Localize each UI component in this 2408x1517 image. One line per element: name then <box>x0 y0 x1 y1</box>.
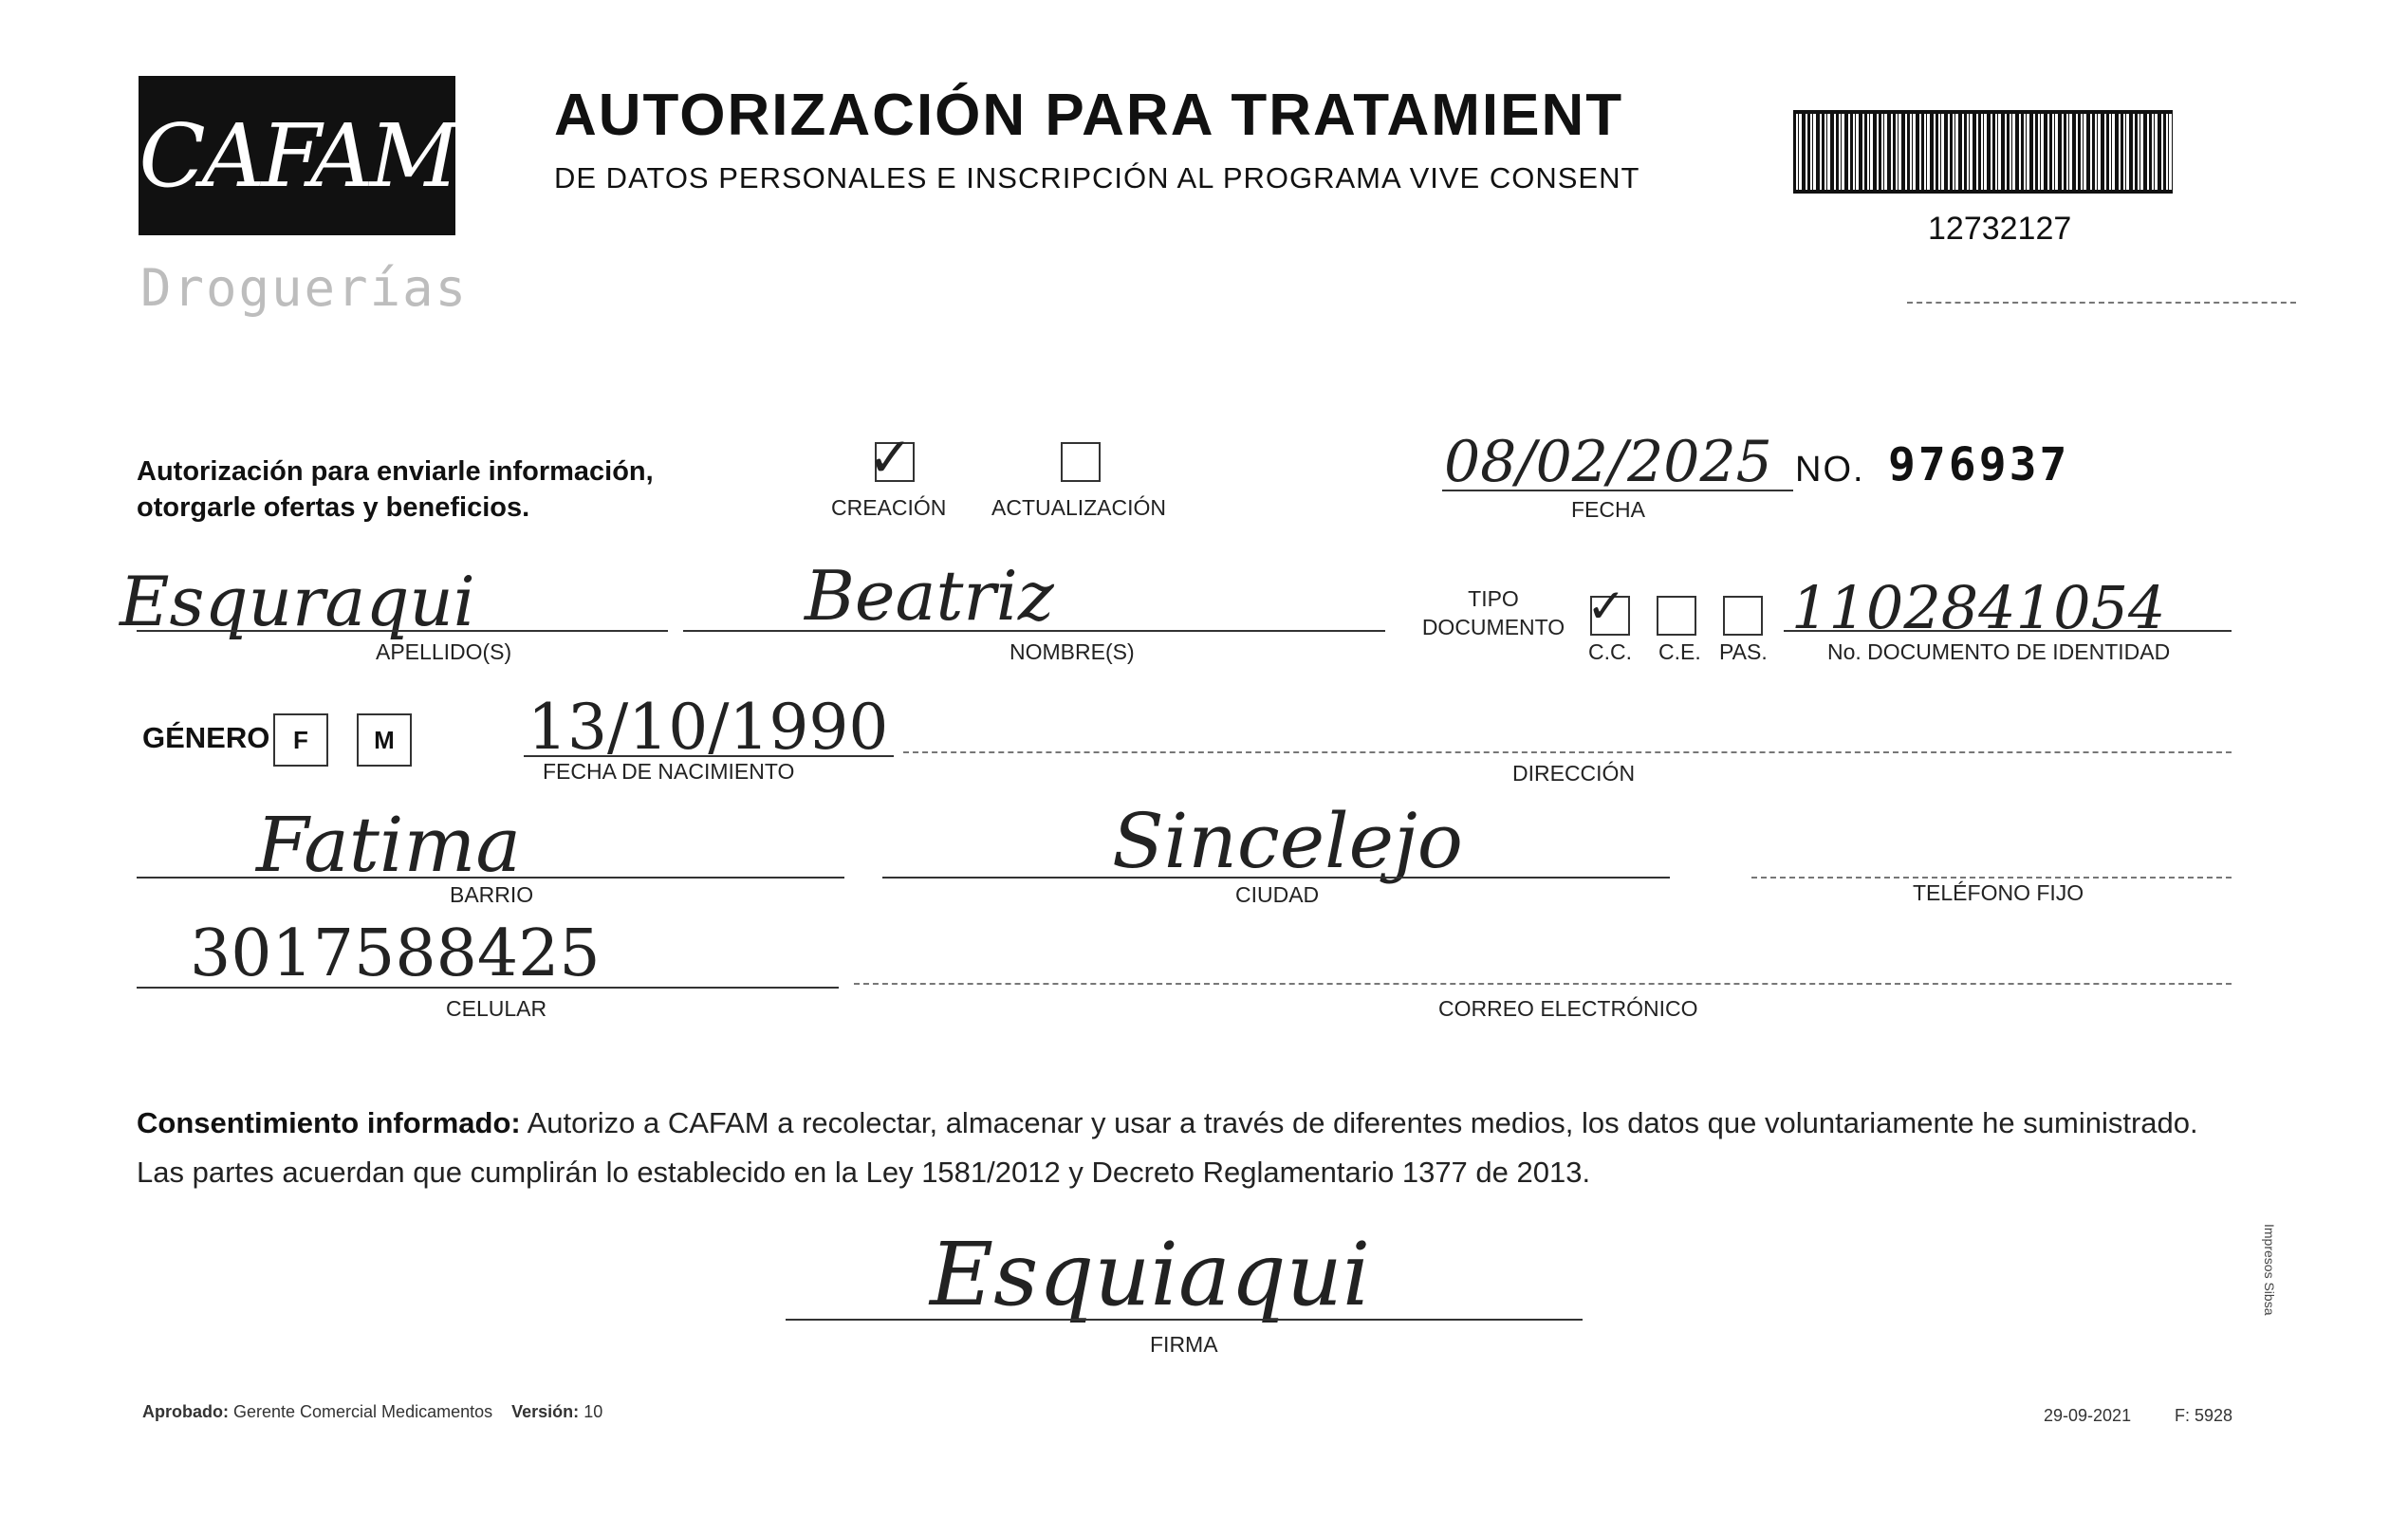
header-dashed-line <box>1907 302 2296 304</box>
creation-label: CREACIÓN <box>831 495 947 520</box>
surname-value: Esquraqui <box>120 562 475 641</box>
cc-check-mark: ✓ <box>1586 579 1626 634</box>
number-label: NO. <box>1795 450 1865 490</box>
phone-label: TELÉFONO FIJO <box>1913 880 2084 905</box>
form-title: AUTORIZACIÓN PARA TRATAMIENT <box>554 83 1624 148</box>
barrio-line <box>137 877 844 879</box>
footer-date: 29-09-2021 <box>2044 1406 2132 1425</box>
number-value: 976937 <box>1888 438 2070 491</box>
city-label: CIUDAD <box>1235 882 1320 907</box>
consent-heading: Consentimiento informado: <box>137 1106 521 1139</box>
barrio-value: Fatima <box>256 801 522 889</box>
city-value: Sincelejo <box>1112 797 1463 885</box>
barrio-label: BARRIO <box>450 882 534 907</box>
authorization-text: Autorización para enviarle información, otorgarle ofertas y beneficios. <box>137 456 654 523</box>
consent-paragraph <box>137 1099 2243 1197</box>
logo-text: CAFAM <box>139 104 455 207</box>
creation-check-mark: ✓ <box>867 425 914 490</box>
footer-code: F: 5928 <box>2175 1406 2233 1425</box>
update-checkbox[interactable] <box>1061 442 1101 482</box>
cc-label: C.C. <box>1588 639 1632 664</box>
date-value: 08/02/2025 <box>1444 429 1772 495</box>
surname-line <box>137 630 668 632</box>
address-label: DIRECCIÓN <box>1512 761 1636 786</box>
phone-line <box>1751 877 2232 879</box>
pas-checkbox[interactable] <box>1723 596 1763 636</box>
email-line <box>854 983 2232 985</box>
pas-label: PAS. <box>1719 639 1768 664</box>
version-label: Versión: <box>511 1402 580 1421</box>
signature-line <box>786 1319 1583 1321</box>
doc-type-label: TIPO DOCUMENTO <box>1421 586 1565 639</box>
surname-label: APELLIDO(S) <box>376 639 512 664</box>
ce-checkbox[interactable] <box>1657 596 1696 636</box>
approved-info <box>142 1402 602 1422</box>
barcode <box>1793 110 2173 194</box>
birth-date-label: FECHA DE NACIMIENTO <box>543 759 795 784</box>
mobile-line <box>137 987 839 989</box>
email-label: CORREO ELECTRÓNICO <box>1438 996 1698 1021</box>
doc-number-line <box>1784 630 2232 632</box>
approved-value: Gerente Comercial Medicamentos <box>233 1402 493 1421</box>
signature-value: Esquiaqui <box>930 1224 1371 1325</box>
doc-number-value: 1102841054 <box>1791 573 2166 642</box>
name-label: NOMBRE(S) <box>1010 639 1135 664</box>
printer-vertical-text: Impresos Sibsa <box>2262 1224 2277 1316</box>
consent-body: Autorizo a CAFAM a recolectar, almacenar y usar a través de diferentes medios, los datos que voluntariamente he suministrado. Las partes acuerdan que cumplirán lo establecido en la Ley 1581/2012 y Decreto Reglamentario 1377 de 2013. <box>137 1106 2198 1189</box>
droguerias-label: Droguerías <box>140 258 469 318</box>
gender-label: GÉNERO <box>142 721 270 754</box>
name-value: Beatriz <box>805 556 1054 636</box>
version-value: 10 <box>583 1402 603 1421</box>
birth-date-line <box>524 755 894 757</box>
approved-label: Aprobado: <box>142 1402 229 1421</box>
ce-label: C.E. <box>1658 639 1701 664</box>
barcode-number: 12732127 <box>1928 211 2072 247</box>
update-label: ACTUALIZACIÓN <box>991 495 1167 520</box>
signature-label: FIRMA <box>1150 1332 1218 1357</box>
birth-date-value: 13/10/1990 <box>528 691 889 764</box>
gender-m-box[interactable]: M <box>357 713 412 767</box>
cafam-logo <box>139 76 455 235</box>
date-label: FECHA <box>1571 497 1645 522</box>
form-subtitle: DE DATOS PERSONALES E INSCRIPCIÓN AL PROGRAMA VIVE CONSENT <box>554 161 1640 194</box>
mobile-value: 3017588425 <box>190 916 601 991</box>
date-line <box>1442 490 1793 491</box>
mobile-label: CELULAR <box>446 996 547 1021</box>
address-line <box>903 751 2232 753</box>
name-line <box>683 630 1385 632</box>
city-line <box>882 877 1670 879</box>
gender-f-box[interactable]: F <box>273 713 328 767</box>
doc-number-label: No. DOCUMENTO DE IDENTIDAD <box>1827 639 2171 664</box>
